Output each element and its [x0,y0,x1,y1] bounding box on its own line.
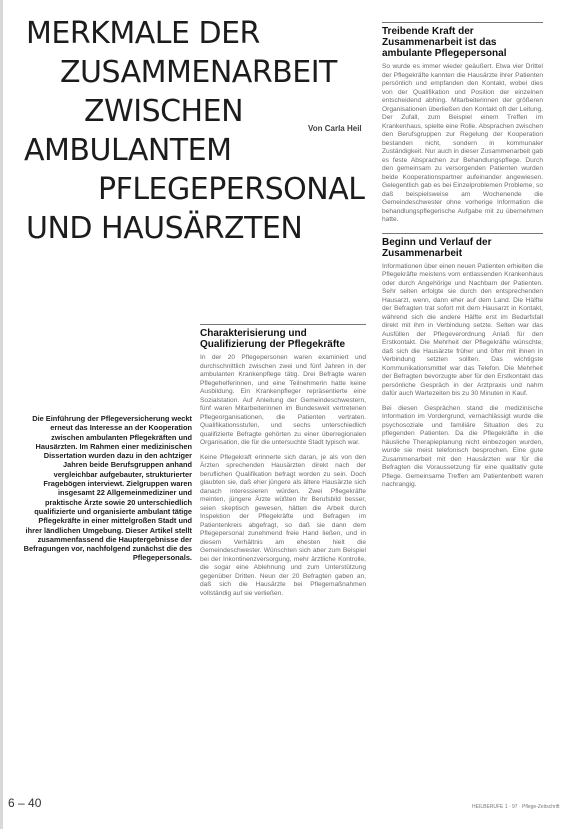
intro-text: Die Einführung der Pflegeversicherung weckt erneut das Interesse an der Kooperation zwischen ambulanten Pflegekräften und Hausärzten. Im Rahmen einer medizinischen Dissertation wurden dazu in den achtziger Jahren beide Berufsgruppen anhand vergleichbar aufgebauter, strukturierter Fragebögen interviewt. Zielgruppen waren insgesamt 22 Allgemeinmediziner und praktische Ärzte sowie 20 unterschiedlich qualifizierte und organisierte ambulant tätige Pflegekräfte in einer mittelgroßen Stadt und ihrer ländlichen Umgebung. Dieser Artikel stellt zusammenfassend die Hauptergebnisse der Befragungen vor, nachfolgend zunächst die des Pflegepersonals. [23,414,192,563]
section-heading-beginn: Beginn und Verlauf der Zusammenarbeit [382,233,543,259]
section-heading-charakterisierung: Charakterisierung und Qualifizierung der Pflegekräfte [200,324,366,350]
paragraph: Bei diesen Gesprächen stand die medizinische Information im Vordergrund, vernachlässigt wurde die psychosoziale und familiäre Situation des zu pflegenden Patienten. Da die Pflegekräfte in die häusliche Therapieplanung nicht einbezogen wurden, wurde sie meist telefonisch besprochen. Eine gute Zusammenarbeit mit den Hausärzten war für die Befragten die Voraussetzung für eine qualitativ gute Pflege. Gemeinsame Treffen am Patientenbett waren nachrangig. [382,404,543,488]
title-line-5: PFLEGEPERSONAL [98,172,365,207]
title-line-2: ZUSAMMENARBEIT [60,55,337,90]
paragraph: So wurde es immer wieder geäußert. Etwa vier Drittel der Pflegekräfte kannten die Hausärzte ihrer Patienten persönlich und empfanden den Kontakt, wobei dies von der Qualifikation und Position der einzelnen entscheidend abhing. Mitarbeiterinnen der größeren Organisationen überließen den Kontakt oft der Leitung. Der Zufall, zum Beispiel einem Treffen im Krankenhaus, spielte eine Rolle. Absprachen zwischen den Berufsgruppen zur Regelung der Kooperation bestanden nicht, sondern in kommunaler Zuständigkeit. Nur auch in dieser Zusammenarbeit gab es feste Absprachen zur Behandlungspflege. Durch den gemeinsam zu versorgenden Patienten wurden beide Kooperationspartner aufeinander angewiesen. Gelegentlich gab es bei Einzelproblemen Probleme, so daß beispielsweise am Wochenende die Gemeindeschwester ohne vorherige Information die behandlungspflegerische Aufgabe mit zu übernehmen hatte. [382,63,543,223]
title-line-4: AMBULANTEM [24,133,232,168]
paragraph: Keine Pflegekraft erinnerte sich daran, je als von den Ärzten sprechenden Hausärzten direkt nach der beruflichen Qualifikation befragt worden zu sein. Doch glaubten sie, daß eher jüngere als ältere Hausärzte sich danach interessieren würden. Zwei Pflegekräfte meinten, jüngere Ärzte wüßten ihr Berufsbild besser, seien skeptisch gewesen, hätten die Arbeit durch Inspektion der Pflegekräfte und Befragen im Patientenkreis abgefragt, so daß sie dann dem Pflegepersonal zunehmend freie Hand ließen, und in diesem Verhältnis am ehesten hielt die Gemeindeschwester. Wünschten sich aber zum Beispiel bei der Inkontinenzversorgung, mehr ärztliche Kontrolle, die sogar eine Ablehnung und zum Unterstützung gegenüber Dritten. Neun der 20 Befragten gaben an, daß sich die Hausärzte bei Pflegemaßnahmen vollständig auf sie verließen. [200,453,366,597]
journal-footer: HEILBERUFE 1 · 97 · Pflege-Zeitschrift [472,804,560,810]
byline: Von Carla Heil [308,124,362,133]
title-line-3: ZWISCHEN [84,94,244,129]
paragraph: Informationen über einen neuen Patienten erhielten die Pflegekräfte meistens vom entlassenden Krankenhaus oder durch Angehörige und Nachbarn der Patienten. Sehr selten erfolgte sie durch den entsprechenden Hausarzt, wenn, dann eher auf dem Land. Die Hälfte der Befragten trat sofort mit dem Hausarzt in Kontakt, während sich die andere Hälfte erst im Bedarfsfall direkt mit ihm in Verbindung setzte. Selten war das Ausfüllen der Pflegeverordnung Anlaß für den Erstkontakt. Die Mehrheit der Pflegekräfte wünschte, daß sich die Hausärzte früher und öfter mit ihnen in Verbindung setzten sollten. Das wichtigste Kommunikationsmittel war das Telefon. Die Mehrheit der Befragten bevorzugte aber für den Erstkontakt das persönliche Gespräch in der Arztpraxis und nahm dafür auch Wartezeiten bis zu 30 Minuten in Kauf. [382,262,543,397]
section-heading-treibende-kraft: Treibende Kraft der Zusammenarbeit ist das ambulante Pflegepersonal [382,22,543,59]
title-line-6: UND HAUSÄRZTEN [26,211,303,246]
middle-column [200,324,366,604]
page-edge [0,0,3,829]
right-column [382,22,543,496]
paragraph: In der 20 Pflegepersonen waren examiniert und durchschnittlich zwischen zwei und fünf Jahren in der ambulanten Krankenpflege tätig. Drei Befragte waren Pflegehelferinnen, und eine Teilnehmerin hatte keine Ausbildung. Ein Krankenpfleger repräsentierte eine Sozialstation. Auf Anleitung der Gemeindeschwestern, fünf waren Mitarbeiterinnen im Bundesweit vertretenen Pflegeorganisationen, die Patienten vertraten. Qualifikationsstufen, und sechs unterschiedlich qualifizierte Befragte gehörten zu einer überregionalen Organisation, die für die untersuchte Stadt typisch war. [200,354,366,446]
title-line-1: MERKMALE DER [26,16,260,51]
page-marker: 6 – 40 [8,796,42,810]
